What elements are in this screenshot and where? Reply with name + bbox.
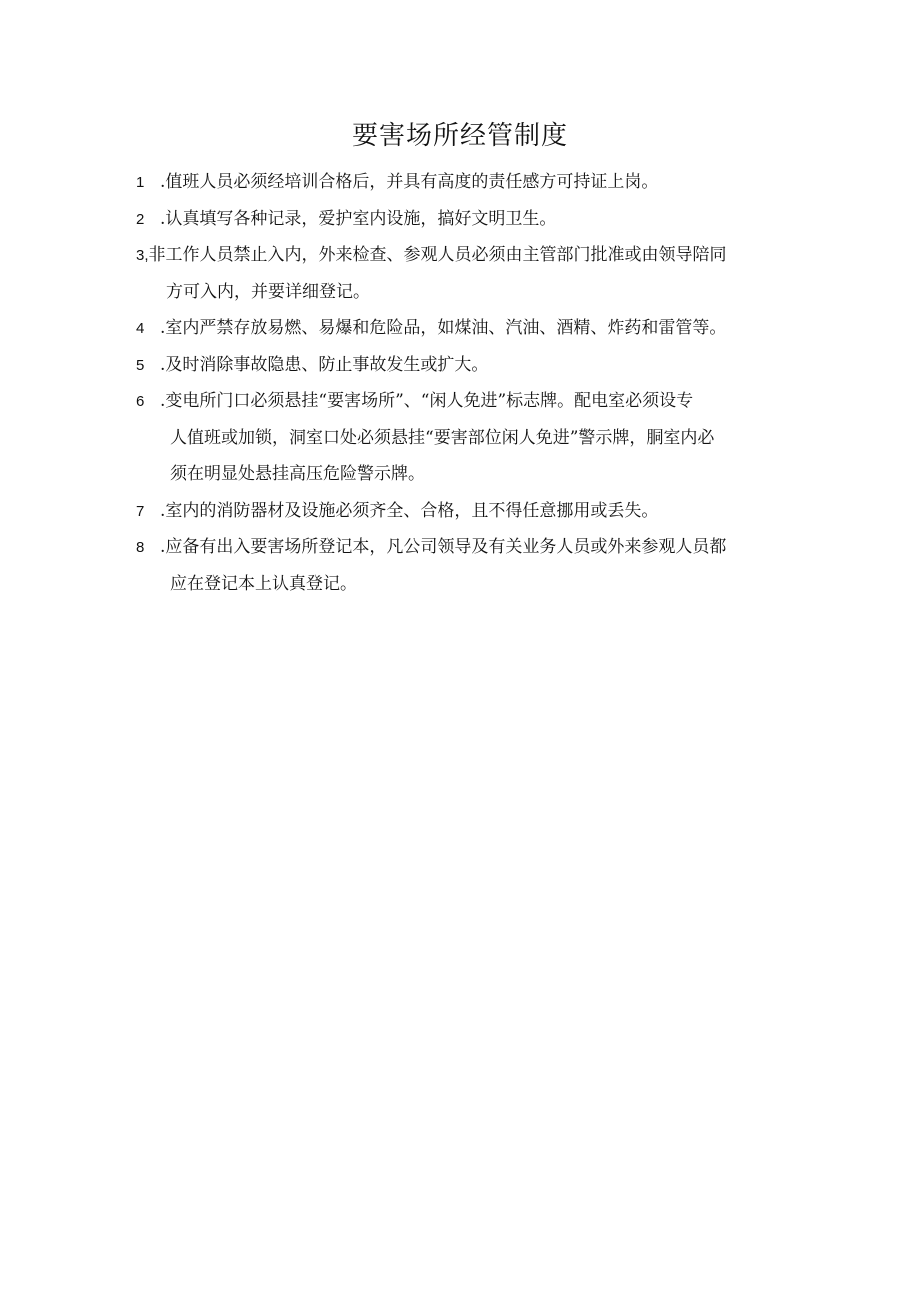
- rule-item-1: [136, 164, 788, 201]
- rule-number: 3,: [136, 247, 149, 264]
- rule-continuation-line: 方可入内，并要详细登记。: [166, 281, 370, 302]
- rule-continuation-line: 须在明显处悬挂高压危险警示牌。: [170, 464, 425, 484]
- rule-continuation-line: 人值班或加锁，洞室口处必须悬挂“要害部位闲人免进”警示牌，胴室内必: [170, 427, 715, 448]
- rule-line: [136, 237, 788, 274]
- rule-text: .室内严禁存放易燃、易爆和危险品，如煤油、汽油、酒精、炸药和雷管等。: [160, 318, 727, 338]
- rules-list: [136, 164, 788, 602]
- rule-line: [136, 383, 788, 420]
- rule-number: 2: [136, 210, 145, 228]
- rule-text: .应备有出入要害场所登记本，凡公司领导及有关业务人员或外来参观人员都: [160, 537, 727, 557]
- rule-number: 5: [136, 356, 145, 374]
- rule-item-7: [136, 493, 788, 530]
- rule-item-5: [136, 347, 788, 384]
- rule-text: 非工作人员禁止入内，外来检查、参观人员必须由主管部门批准或由领导陪同: [148, 245, 727, 265]
- rule-line: [136, 164, 788, 201]
- rule-number: 6: [136, 393, 145, 410]
- rule-text: .值班人员必须经培训合格后，并具有高度的责任感方可持证上岗。: [160, 172, 659, 192]
- rule-item-3: [136, 237, 788, 310]
- rule-number: 4: [136, 320, 145, 337]
- rule-text: .及时消除事故隐患、防止事故发生或扩大。: [160, 354, 489, 375]
- rule-line: [136, 347, 788, 384]
- rule-line: [136, 310, 788, 347]
- rule-number: 1: [136, 174, 145, 191]
- rule-text: .室内的消防器材及设施必须齐全、合格，且不得任意挪用或丢失。: [160, 500, 659, 521]
- rule-continuation-line: 应在登记本上认真登记。: [170, 573, 357, 594]
- rule-text: .认真填写各种记录，爱护室内设施，搞好文明卫生。: [160, 208, 557, 229]
- rule-number: 8: [136, 539, 145, 556]
- rule-line: [136, 529, 788, 566]
- document-title: 要害场所经管制度: [351, 121, 568, 151]
- rule-line: [136, 201, 788, 238]
- rule-item-2: [136, 201, 788, 238]
- rule-item-4: [136, 310, 788, 347]
- rule-item-8: [136, 529, 788, 602]
- rule-text: .变电所门口必须悬挂“要害场所”、“闲人免进”标志牌。配电室必须设专: [160, 391, 694, 411]
- rule-item-6: [136, 383, 788, 493]
- rule-line: [136, 493, 788, 530]
- rule-number: 7: [136, 502, 145, 520]
